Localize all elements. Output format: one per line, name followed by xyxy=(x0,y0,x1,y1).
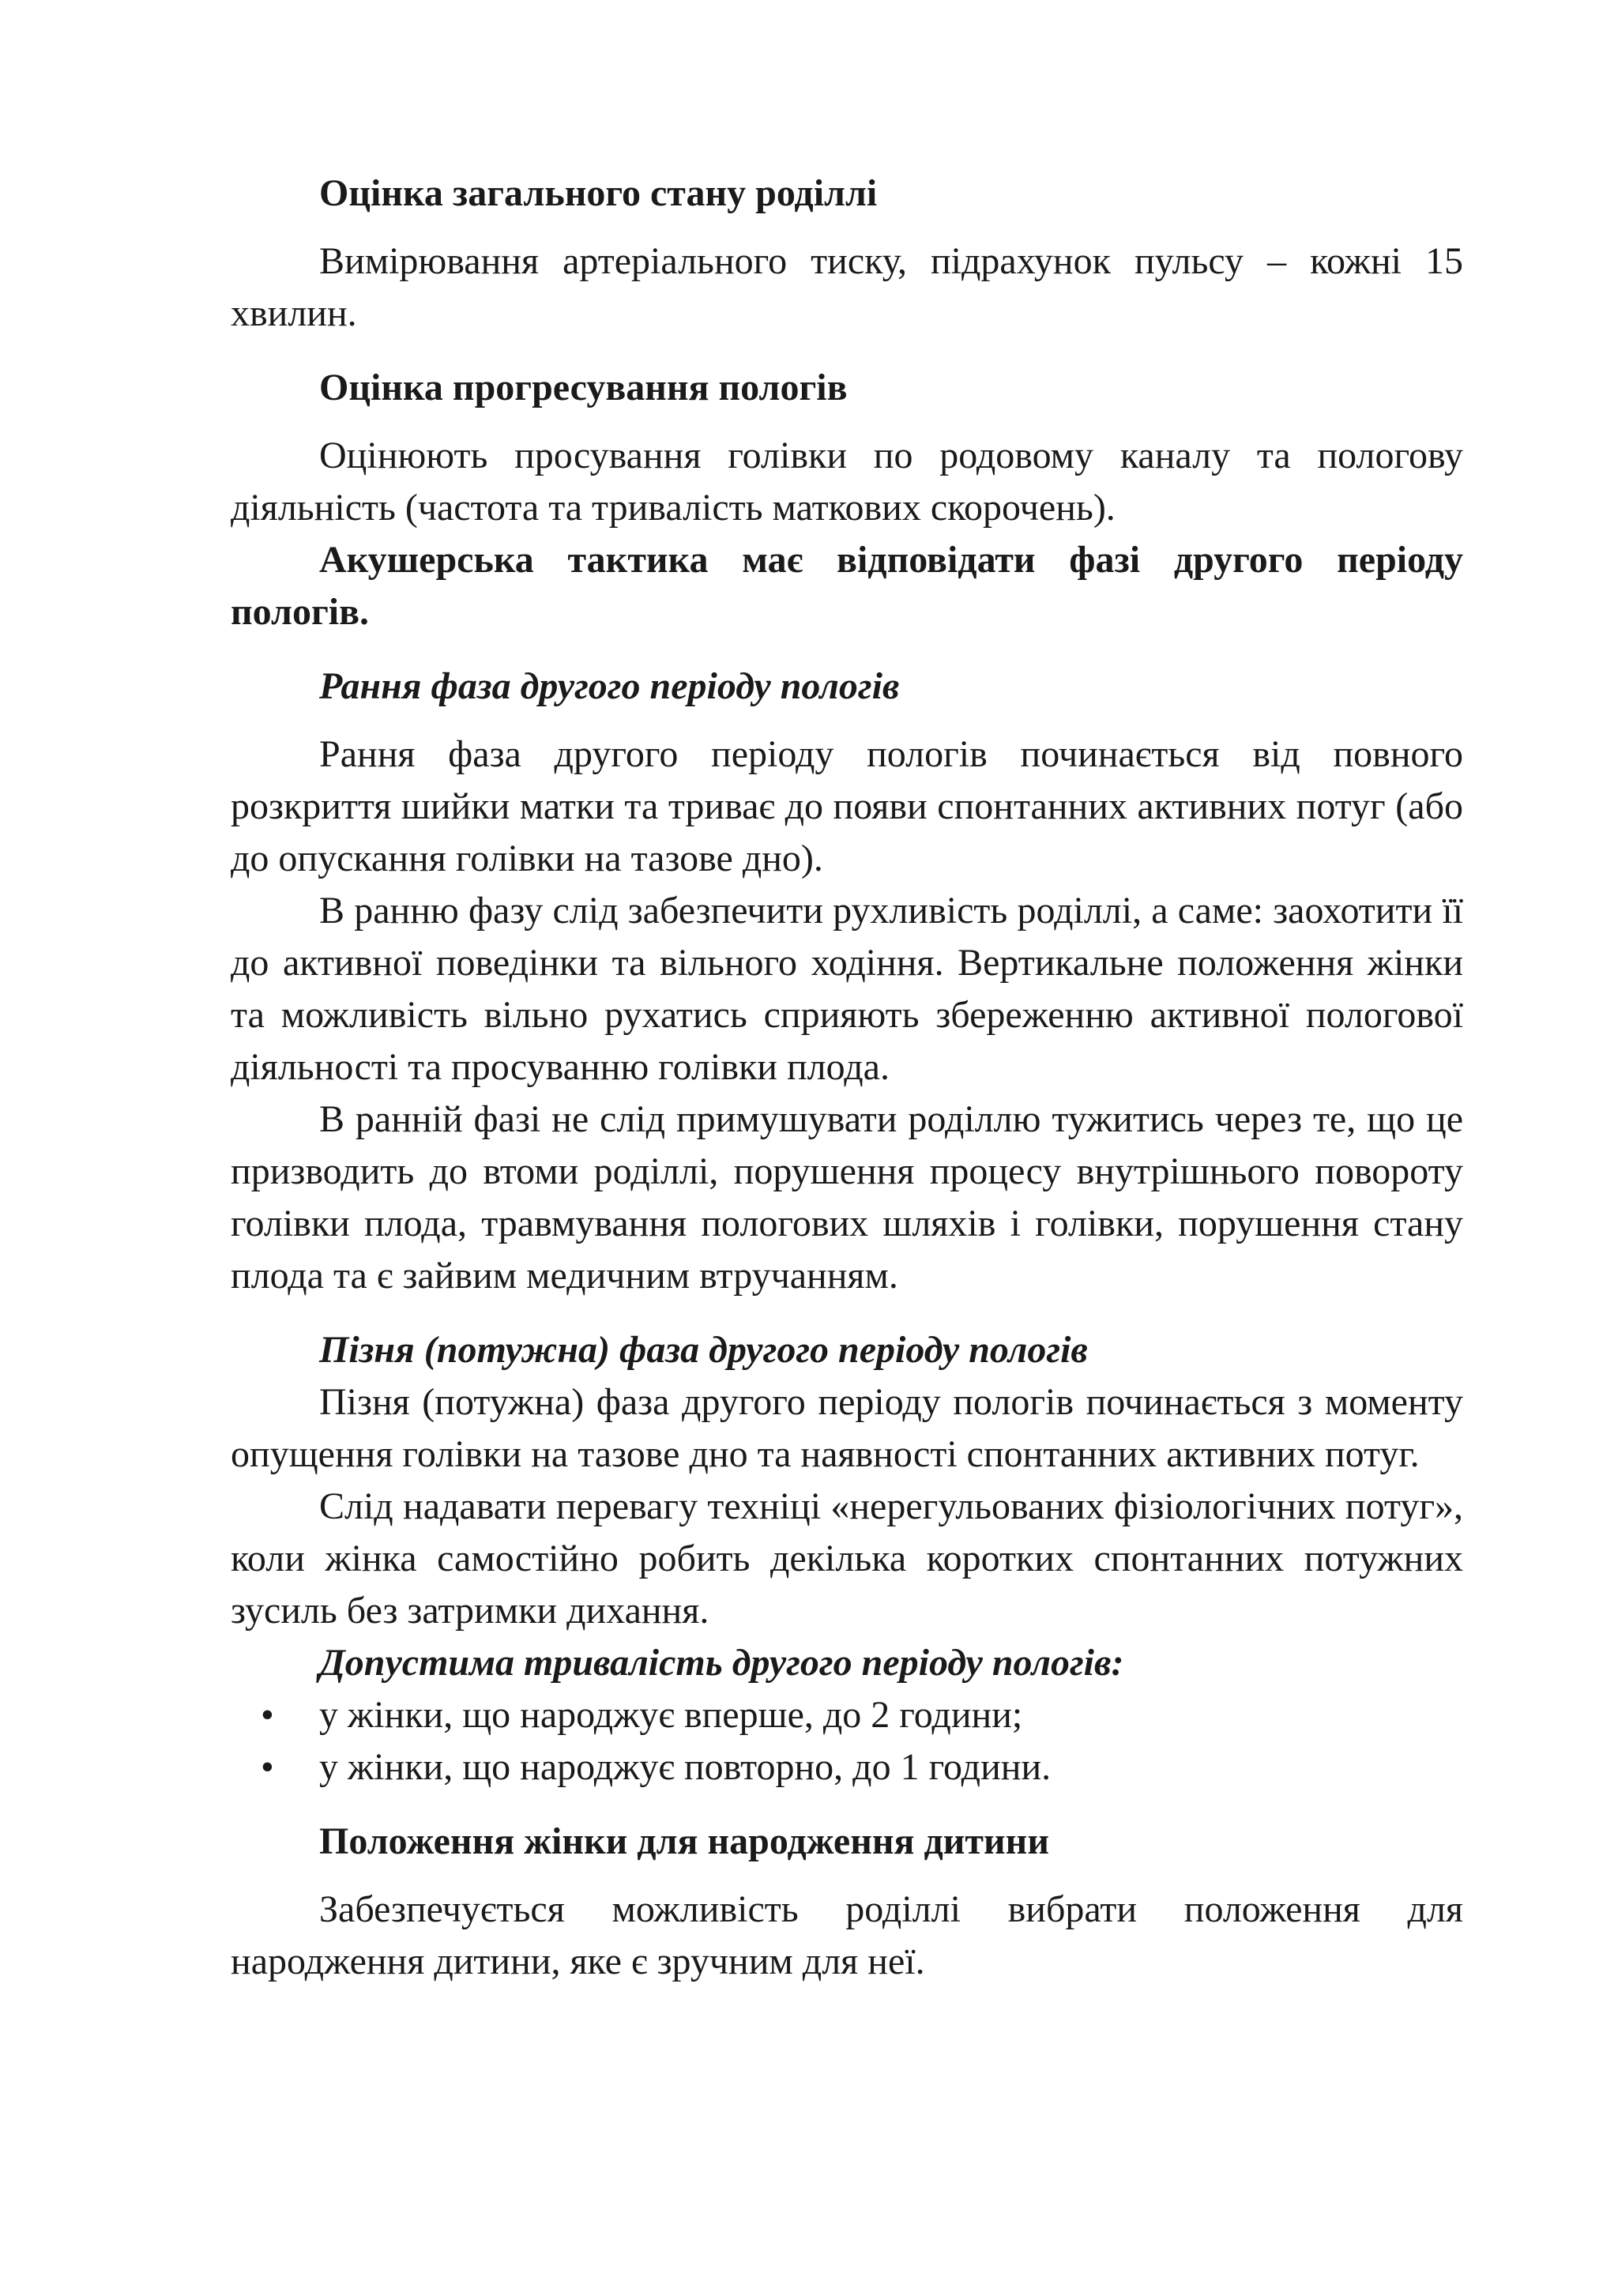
section-heading: Оцінка загального стану роділлі xyxy=(319,172,878,214)
paragraph: В ранній фазі не слід примушувати роділлю тужитись через те, що це призводить до втоми роділлі, порушення процесу внутрішнього повороту голівки плода, травмування пологових шляхів і голівки, порушення стану плода та є зайвим медичним втручанням. xyxy=(231,1098,1463,1297)
paragraph: Вимірювання артеріального тиску, підрахунок пульсу – кожні 15 хвилин. xyxy=(231,240,1463,334)
paragraph: Слід надавати перевагу техніці «нерегульованих фізіологічних потуг», коли жінка самостійно робить декілька коротких спонтанних потужних зусиль без затримки дихання. xyxy=(231,1485,1463,1632)
list-heading: Допустима тривалість другого періоду пологів: xyxy=(319,1642,1124,1684)
section-heading: Оцінка прогресування пологів xyxy=(319,367,848,408)
paragraph: Забезпечується можливість роділлі вибрати положення для народження дитини, яке є зручним для неї. xyxy=(231,1888,1463,1982)
bullet-icon: • xyxy=(261,1694,274,1736)
document-page xyxy=(231,167,1463,1988)
list-item xyxy=(231,1689,1463,1741)
emphasis-paragraph: Акушерська тактика має відповідати фазі другого періоду пологів. xyxy=(231,539,1463,633)
paragraph: Оцінюють просування голівки по родовому каналу та пологову діяльність (частота та тривалість маткових скорочень). xyxy=(231,435,1463,529)
paragraph: В ранню фазу слід забезпечити рухливість роділлі, а саме: заохотити її до активної поведінки та вільного ходіння. Вертикальне положення жінки та можливість вільно рухатись сприяють збереженню активної пологової діяльності та просуванню голівки плода. xyxy=(231,890,1463,1088)
list-item-text: у жінки, що народжує вперше, до 2 години; xyxy=(319,1694,1023,1736)
section-heading: Положення жінки для народження дитини xyxy=(319,1820,1049,1862)
list-item xyxy=(231,1741,1463,1794)
list-item-text: у жінки, що народжує повторно, до 1 години. xyxy=(319,1746,1052,1788)
subsection-heading: Пізня (потужна) фаза другого періоду пологів xyxy=(319,1329,1088,1371)
bullet-icon: • xyxy=(261,1746,274,1788)
duration-list xyxy=(231,1689,1463,1794)
subsection-heading: Рання фаза другого періоду пологів xyxy=(319,665,900,707)
paragraph: Рання фаза другого періоду пологів починається від повного розкриття шийки матки та триває до появи спонтанних активних потуг (або до опускання голівки на тазове дно). xyxy=(231,733,1463,879)
paragraph: Пізня (потужна) фаза другого періоду пологів починається з моменту опущення голівки на тазове дно та наявності спонтанних активних потуг. xyxy=(231,1381,1463,1475)
